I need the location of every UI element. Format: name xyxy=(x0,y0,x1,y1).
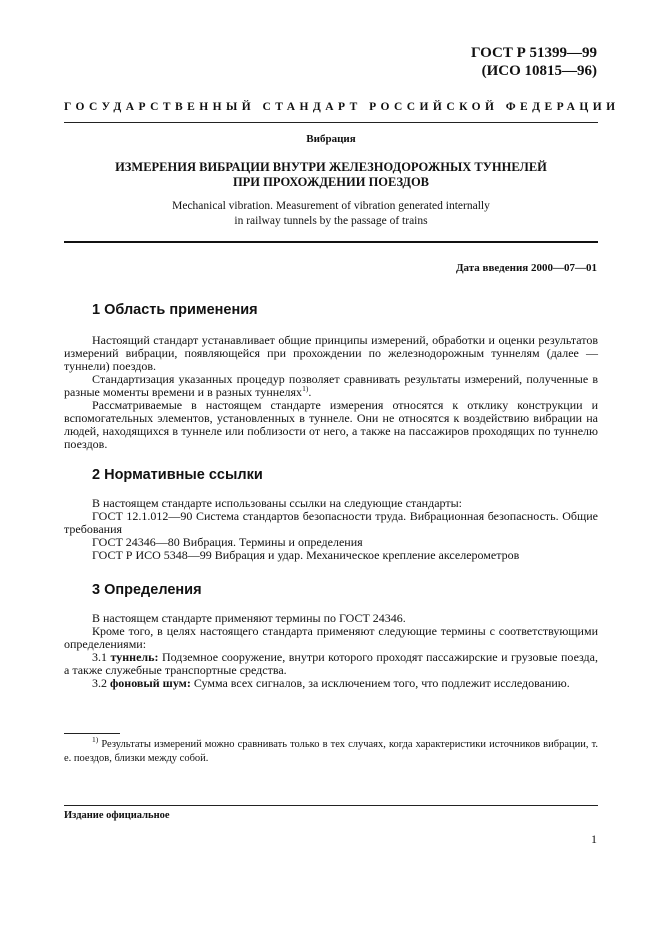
section-3-paragraph-2: Кроме того, в целях настоящего стандарта применяют следующие термины с соответствующими определениями: xyxy=(64,624,598,651)
term-background-noise: фоновый шум: xyxy=(110,676,191,690)
category-label: Вибрация xyxy=(306,133,356,145)
section-1-heading: 1 Область применения xyxy=(92,302,258,318)
page-number: 1 xyxy=(591,832,597,846)
reference-2: ГОСТ 24346—80 Вибрация. Термины и определения xyxy=(92,535,363,549)
footnote-ref: 1) xyxy=(302,384,309,393)
footer-divider xyxy=(64,805,598,806)
english-title-line-2: in railway tunnels by the passage of trains xyxy=(234,215,428,227)
document-title xyxy=(64,160,598,190)
title-divider xyxy=(64,241,598,243)
introduction-date: Дата введения 2000—07—01 xyxy=(455,262,597,274)
english-title xyxy=(64,199,598,229)
standard-code-line2: (ИСО 10815—96) xyxy=(481,63,597,79)
section-1-paragraph-3: Рассматриваемые в настоящем стандарте измерения относятся к отклику конструкции и вспомогательных элементов, установленных в туннеле. Они не относятся к воздействию вибрации на людей, находящихся в туннеле или поблизости от него, а также на пассажиров проходящих по туннелю поездов. xyxy=(64,398,598,451)
section-1-paragraph-2: Стандартизация указанных процедур позволяет сравнивать результаты измерений, полученные в разные моменты времени и в разных туннелях$^{1)}$. xyxy=(64,372,598,399)
english-title-line-1: Mechanical vibration. Measurement of vibration generated internally xyxy=(172,200,490,212)
footnote-divider xyxy=(64,733,120,734)
standard-code xyxy=(471,44,597,80)
header-divider xyxy=(64,122,598,123)
title-line-2: ПРИ ПРОХОЖДЕНИИ ПОЕЗДОВ xyxy=(232,175,430,189)
footnote: $^{1)}$ Результаты измерений можно сравнивать только в тех случаях, когда характеристики источников вибрации, т. е. поездов, близки между собой. xyxy=(64,735,598,764)
section-1-paragraph-1: Настоящий стандарт устанавливает общие принципы измерений, обработки и оценки результатов измерений вибрации, появляющейся при прохождении по железнодорожным туннелям (далее — туннели) поездов. xyxy=(64,333,598,373)
official-edition-label: Издание официальное xyxy=(64,810,170,821)
section-3-paragraph-1: В настоящем стандарте применяют термины по ГОСТ 24346. xyxy=(92,611,406,625)
term-tunnel: туннель: xyxy=(110,650,159,664)
standard-code-line1: ГОСТ Р 51399—99 xyxy=(470,45,597,61)
footnote-marker: 1) xyxy=(92,735,99,744)
reference-1: ГОСТ 12.1.012—90 Система стандартов безопасности труда. Вибрационная безопасность. Общие требования xyxy=(64,509,598,536)
state-standard-heading: ГОСУДАРСТВЕННЫЙ СТАНДАРТ РОССИЙСКОЙ ФЕДЕРАЦИИ xyxy=(64,101,620,113)
section-2-intro: В настоящем стандарте использованы ссылки на следующие стандарты: xyxy=(92,496,463,510)
definition-background-noise: 3.2 фоновый шум: Сумма всех сигналов, за исключением того, что подлежит исследованию. xyxy=(92,676,570,690)
title-line-1: ИЗМЕРЕНИЯ ВИБРАЦИИ ВНУТРИ ЖЕЛЕЗНОДОРОЖНЫХ ТУННЕЛЕЙ xyxy=(115,160,547,174)
section-3-heading: 3 Определения xyxy=(92,582,202,598)
section-2-heading: 2 Нормативные ссылки xyxy=(92,467,263,483)
reference-3: ГОСТ Р ИСО 5348—99 Вибрация и удар. Механическое крепление акселерометров xyxy=(92,548,520,562)
definition-tunnel: 3.1 туннель: Подземное сооружение, внутри которого проходят пассажирские и грузовые поезда, а также служебные транспортные средства. xyxy=(64,650,598,677)
